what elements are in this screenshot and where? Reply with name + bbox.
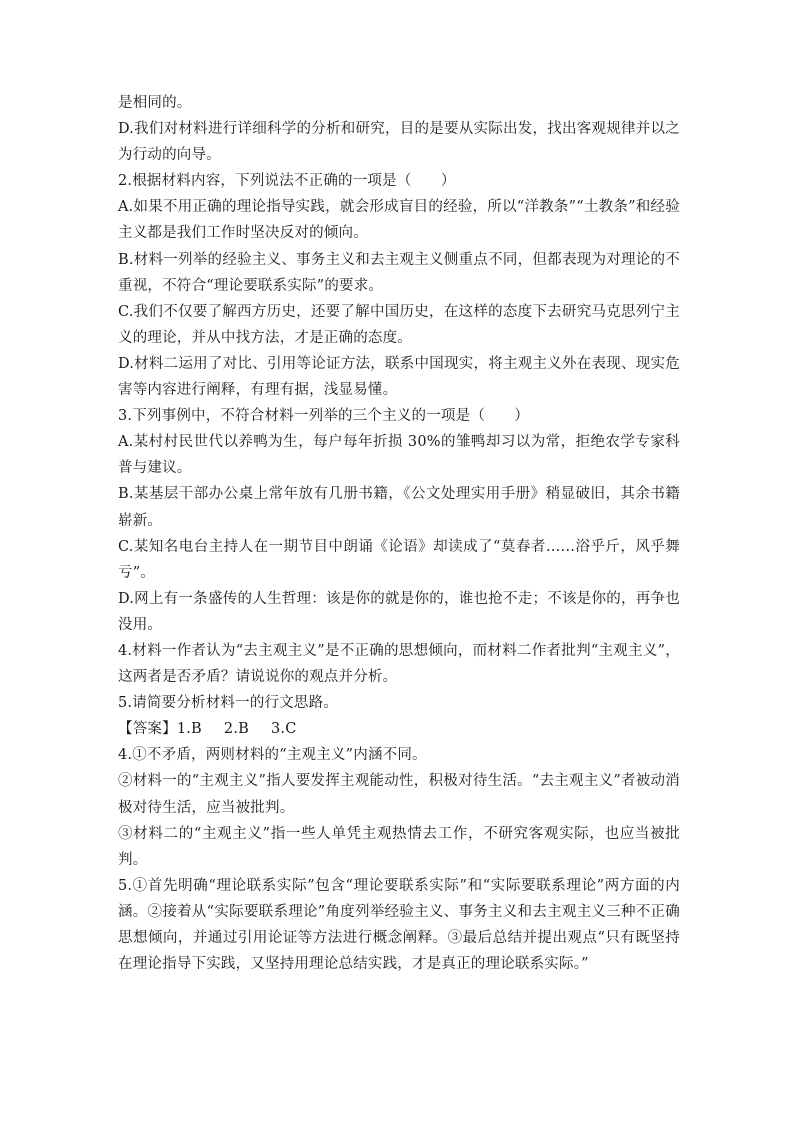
answer-item: 2.B [223, 721, 249, 738]
answer-item: 3.C [271, 721, 297, 738]
explanation-4-point-1: 4.①不矛盾，两则材料的“主观主义”内涵不同。 [118, 747, 427, 764]
option-d: D.材料二运用了对比、引用等论证方法，联系中国现实，将主观主义外在表现、现实危害等内容进行阐释，有理有据，浅显易懂。 [118, 355, 680, 399]
question-4: 4.材料一作者认为“去主观主义”是不正确的思想倾向，而材料二作者批判“主观主义”，这两者是否矛盾？请说说你的观点并分析。 [118, 642, 680, 686]
document-page [118, 90, 680, 977]
answer-line [118, 716, 680, 742]
explanation-5: 5.①首先明确“理论联系实际”包含“理论要联系实际”和“实际要联系理论”两方面的内涵。②接着从“实际要联系理论”角度列举经验主义、事务主义和去主观主义三种不正确思想倾向，并通过引用论证等方法进行概念阐释。③最后总结并提出观点“只有既坚持在理论指导下实践，又坚持用理论总结实践，才是真正的理论联系实际。” [118, 877, 680, 973]
option-c: C.某知名电台主持人在一期节目中朗诵《论语》却读成了“莫春者……浴乎斤，风乎舞亏”。 [118, 538, 680, 581]
answer-tag: 【答案】 [118, 721, 177, 738]
question-2: 2.根据材料内容，下列说法不正确的一项是（ ） [118, 173, 456, 190]
explanation-4-point-2: ②材料一的“主观主义”指人要发挥主观能动性，积极对待生活。“去主观主义”者被动消极对待生活，应当被批判。 [118, 773, 680, 816]
option-a: A.如果不用正确的理论指导实践，就会形成盲目的经验，所以“洋教条”“土教条”和经验主义都是我们工作时坚决反对的倾向。 [118, 199, 680, 242]
option-c: C.我们不仅要了解西方历史，还要了解中国历史，在这样的态度下去研究马克思列宁主义的理论，并从中找方法，才是正确的态度。 [118, 303, 680, 346]
option-b: B.某基层干部办公桌上常年放有几册书籍，《公文处理实用手册》稍显破旧，其余书籍崭新。 [118, 486, 680, 529]
question-3: 3.下列事例中，不符合材料一列举的三个主义的一项是（ ） [118, 408, 530, 425]
question-5: 5.请简要分析材料一的行文思路。 [118, 695, 339, 712]
text-line: 是相同的。 [118, 95, 192, 111]
option-a: A.某村村民世代以养鸭为生，每户每年折损 30%的雏鸭却习以为常，拒绝农学专家科普与建议。 [118, 434, 680, 477]
explanation-4-point-3: ③材料二的“主观主义”指一些人单凭主观热情去工作，不研究客观实际，也应当被批判。 [118, 825, 680, 868]
option-b: B.材料一列举的经验主义、事务主义和去主观主义侧重点不同，但都表现为对理论的不重视，不符合“理论要联系实际”的要求。 [118, 251, 680, 294]
option-d: D.网上有一条盛传的人生哲理：该是你的就是你的，谁也抢不走；不该是你的，再争也没用。 [118, 590, 680, 633]
answer-item: 1.B [176, 721, 202, 738]
option-d: D.我们对材料进行详细科学的分析和研究，目的是要从实际出发，找出客观规律并以之为行动的向导。 [118, 121, 680, 164]
